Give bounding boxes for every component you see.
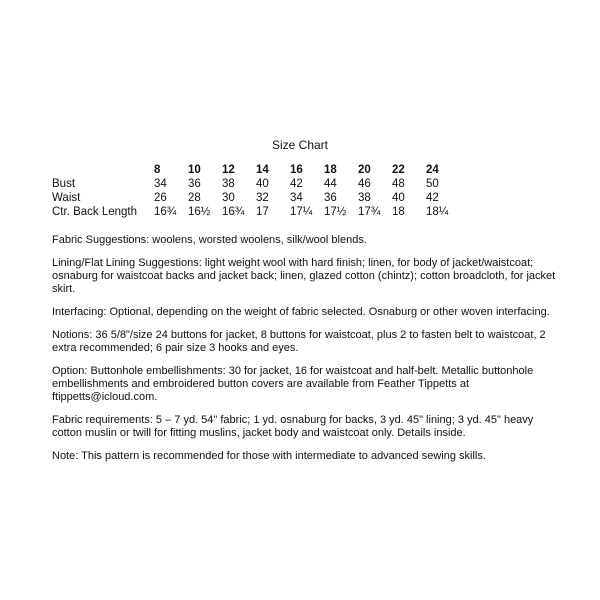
- size-header: 20: [358, 164, 371, 176]
- size-header: 12: [222, 164, 235, 176]
- row-label: Ctr. Back Length: [52, 206, 138, 218]
- measurement-value: 40: [392, 192, 405, 204]
- measurement-value: 44: [324, 178, 337, 190]
- measurement-row-back-length: [52, 205, 460, 219]
- measurement-value: 42: [426, 192, 439, 204]
- size-header: 16: [290, 164, 303, 176]
- size-header-blank: [52, 163, 154, 177]
- measurement-value: 26: [154, 192, 167, 204]
- size-header: 8: [154, 164, 161, 176]
- fabric-suggestions-note: Fabric Suggestions: woolens, worsted woolens, silk/wool blends.: [52, 234, 367, 246]
- measurement-value: 17: [256, 206, 269, 218]
- measurement-value: 18: [392, 206, 405, 218]
- lining-suggestions-note: Lining/Flat Lining Suggestions: light weight wool with hard finish; linen, for body of jacket/waistcoat; osnaburg for waistcoat backs and jacket back; linen, glazed cotton (chintz); cotton broadcloth, for jacket skirt.: [52, 257, 556, 295]
- row-label: Waist: [52, 192, 81, 204]
- measurement-value: 17¼: [290, 206, 313, 218]
- measurement-value: 28: [188, 192, 201, 204]
- measurement-value: 16½: [188, 206, 211, 218]
- measurement-value: 32: [256, 192, 269, 204]
- size-header: 14: [256, 164, 269, 176]
- measurement-value: 38: [222, 178, 235, 190]
- measurement-value: 38: [358, 192, 371, 204]
- measurement-value: 36: [188, 178, 201, 190]
- measurement-row-waist: [52, 191, 460, 205]
- option-note: Option: Buttonhole embellishments: 30 for jacket, 16 for waistcoat and half-belt. Metallic buttonhole embellishments and embroidered button covers are available from Feather Tippetts at ftippetts@icloud.com.: [52, 365, 534, 403]
- measurement-value: 16¾: [222, 206, 245, 218]
- measurement-value: 17¾: [358, 206, 381, 218]
- row-label: Bust: [52, 178, 76, 190]
- size-header: 22: [392, 164, 405, 176]
- size-chart-table: [52, 163, 460, 219]
- measurement-value: 34: [154, 178, 167, 190]
- measurement-value: 18¼: [426, 206, 449, 218]
- notions-note: Notions: 36 5/8"/size 24 buttons for jacket, 8 buttons for waistcoat, plus 2 to fasten belt to waistcoat, 2 extra recommended; 6 pair size 3 hooks and eyes.: [52, 329, 546, 354]
- measurement-value: 42: [290, 178, 303, 190]
- size-header: 10: [188, 164, 201, 176]
- pattern-notes: [52, 234, 562, 473]
- size-header-row: [52, 163, 460, 177]
- measurement-value: 17½: [324, 206, 347, 218]
- measurement-value: 16¾: [154, 206, 177, 218]
- interfacing-note: Interfacing: Optional, depending on the weight of fabric selected. Osnaburg or other woven interfacing.: [52, 306, 550, 318]
- measurement-value: 36: [324, 192, 337, 204]
- skill-level-note: Note: This pattern is recommended for those with intermediate to advanced sewing skills.: [52, 450, 486, 462]
- fabric-requirements-note: Fabric requirements: 5 – 7 yd. 54" fabric; 1 yd. osnaburg for backs, 3 yd. 45" lining; 3 yd. 45" heavy cotton muslin or twill for fitting muslins, jacket body and waistcoat only. Details inside.: [52, 414, 534, 439]
- measurement-row-bust: [52, 177, 460, 191]
- measurement-value: 50: [426, 178, 439, 190]
- size-header: 24: [426, 164, 439, 176]
- measurement-value: 48: [392, 178, 405, 190]
- measurement-value: 40: [256, 178, 269, 190]
- size-header: 18: [324, 164, 337, 176]
- measurement-value: 30: [222, 192, 235, 204]
- measurement-value: 46: [358, 178, 371, 190]
- size-chart-title: Size Chart: [271, 138, 329, 152]
- measurement-value: 34: [290, 192, 303, 204]
